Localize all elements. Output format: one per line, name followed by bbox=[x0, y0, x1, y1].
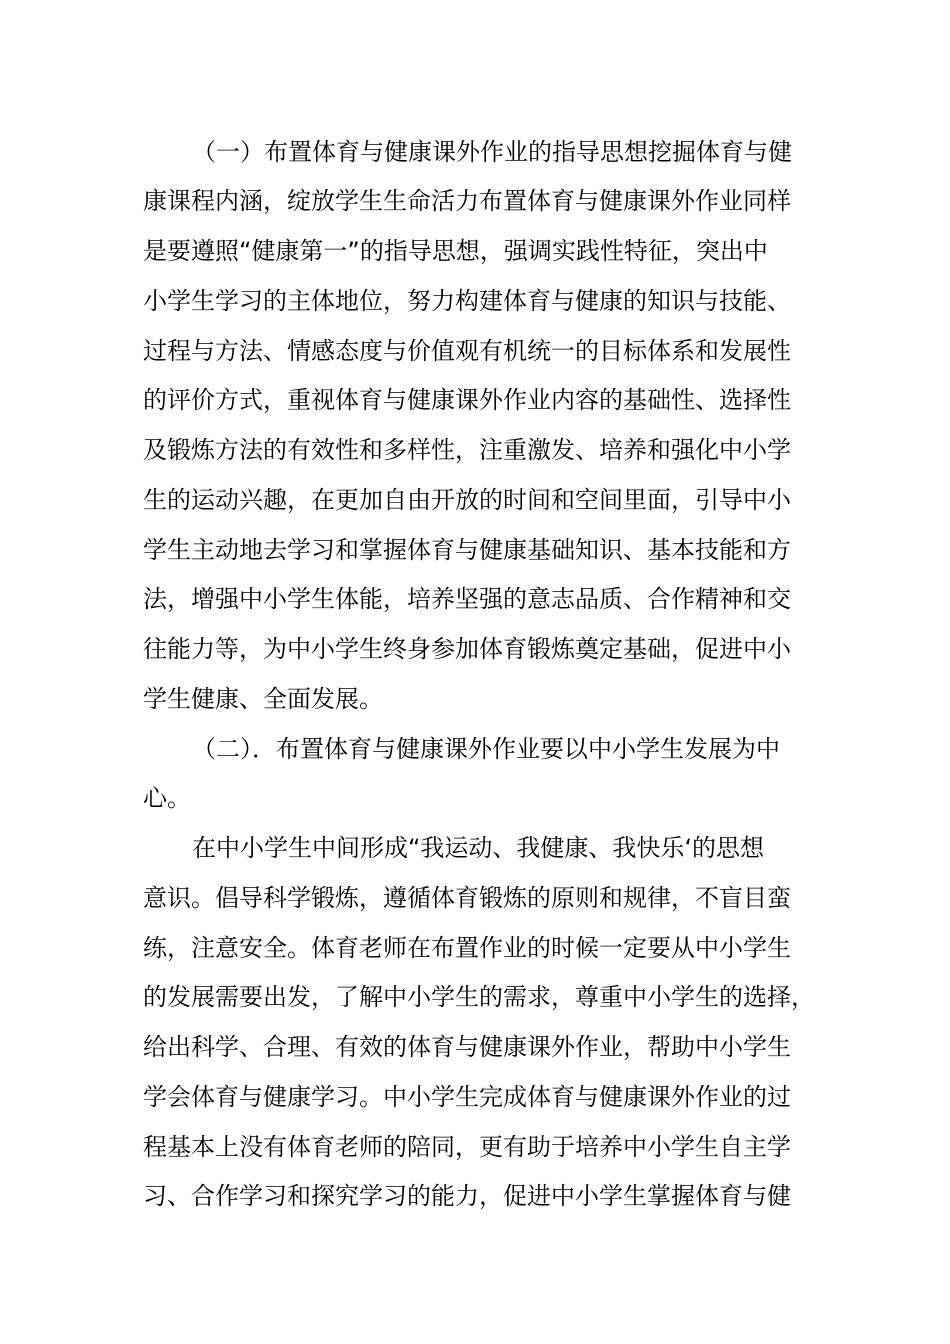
text-line: 习、合作学习和探究学习的能力，促进中小学生掌握体育与健 bbox=[143, 1182, 791, 1210]
text-line: 在中小学生中间形成“我运动、我健康、我快乐‘的思想 bbox=[192, 834, 765, 862]
text-line: 及锻炼方法的有效性和多样性，注重激发、培养和强化中小学 bbox=[143, 436, 791, 464]
text-line: 的评价方式，重视体育与健康课外作业内容的基础性、选择性 bbox=[143, 386, 791, 414]
text-line: 小学生学习的主体地位，努力构建体育与健康的知识与技能、 bbox=[143, 287, 791, 315]
text-line: 往能力等，为中小学生终身参加体育锻炼奠定基础，促进中小 bbox=[143, 635, 791, 663]
text-line: 学生健康、全面发展。 bbox=[143, 685, 383, 713]
text-line: 的发展需要出发，了解中小学生的需求，尊重中小学生的选择， bbox=[143, 983, 815, 1011]
text-line: 给出科学、合理、有效的体育与健康课外作业，帮助中小学生 bbox=[143, 1033, 791, 1061]
text-line: 程基本上没有体育老师的陪同，更有助于培养中小学生自主学 bbox=[143, 1133, 791, 1161]
text-line: 生的运动兴趣，在更加自由开放的时间和空间里面，引导中小 bbox=[143, 486, 791, 514]
text-line: 康课程内涵，绽放学生生命活力布置体育与健康课外作业同样 bbox=[143, 187, 791, 215]
text-line: 练，注意安全。体育老师在布置作业的时候一定要从中小学生 bbox=[143, 934, 791, 962]
text-line: 意识。倡导科学锻炼，遵循体育锻炼的原则和规律，不盲目蛮 bbox=[143, 884, 791, 912]
text-line: 心。 bbox=[143, 784, 191, 812]
text-line: （二）．布置体育与健康课外作业要以中小学生发展为中 bbox=[192, 735, 780, 763]
text-line: （一）布置体育与健康课外作业的指导思想挖掘体育与健 bbox=[192, 138, 792, 166]
text-line: 学生主动地去学习和掌握体育与健康基础知识、基本技能和方 bbox=[143, 536, 791, 564]
text-line: 法，增强中小学生体能，培养坚强的意志品质、合作精神和交 bbox=[143, 585, 791, 613]
text-line: 是要遵照“健康第一”的指导思想，强调实践性特征，突出中 bbox=[143, 237, 768, 265]
text-line: 过程与方法、情感态度与价值观有机统一的目标体系和发展性 bbox=[143, 337, 791, 365]
text-line: 学会体育与健康学习。中小学生完成体育与健康课外作业的过 bbox=[143, 1083, 791, 1111]
